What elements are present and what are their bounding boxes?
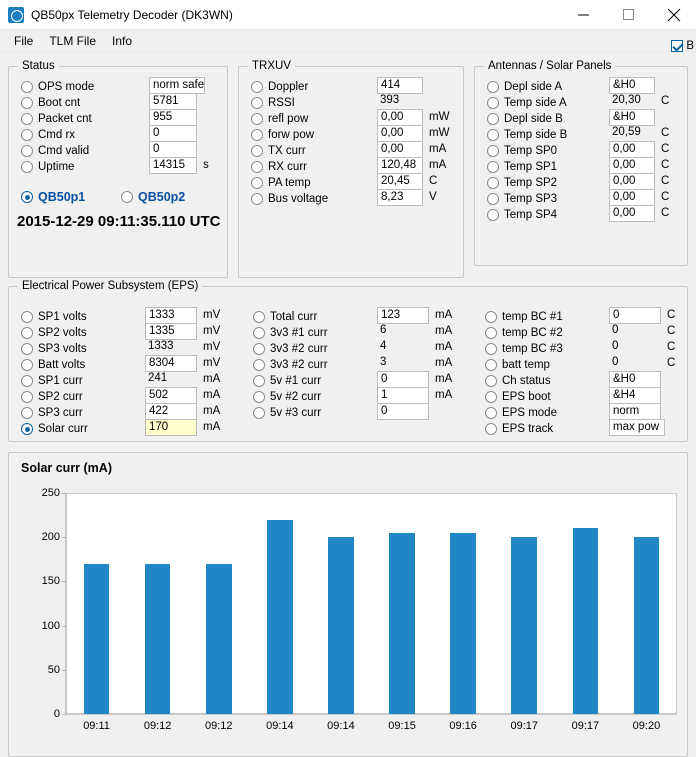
radio-indicator xyxy=(251,145,263,157)
field-sp3-volts[interactable]: 1333 xyxy=(148,340,174,352)
trxuv-legend: TRXUV xyxy=(248,60,295,72)
radio-label: Packet cnt xyxy=(38,113,92,125)
field-tx-curr[interactable]: 0,00 xyxy=(377,141,423,158)
satellite-icon xyxy=(8,7,24,23)
field-cmd-valid[interactable]: 0 xyxy=(149,141,197,158)
x-axis-tick-label: 09:14 xyxy=(266,720,294,732)
unit-sp1-volts: mV xyxy=(203,309,221,321)
chart-bar xyxy=(145,564,171,714)
field-packet-cnt[interactable]: 955 xyxy=(149,109,197,126)
radio-temp-sp1[interactable] xyxy=(487,159,557,175)
radio-label: Temp side A xyxy=(504,97,567,109)
radio-indicator xyxy=(21,359,33,371)
radio-temp-sp2[interactable] xyxy=(487,175,557,191)
radio-label: SP2 volts xyxy=(38,327,87,339)
radio-indicator xyxy=(251,81,263,93)
radio-label: RSSI xyxy=(268,97,295,109)
unit-forw-pow: mW xyxy=(429,127,450,139)
radio-label: QB50p1 xyxy=(38,190,86,204)
field-temp-sp1[interactable]: 0,00 xyxy=(609,157,655,174)
y-axis-tick xyxy=(62,493,66,494)
unit-sp1-curr: mA xyxy=(203,373,221,385)
unit-uptime: s xyxy=(203,159,209,171)
radio-label: EPS mode xyxy=(502,407,557,419)
trxuv-group xyxy=(238,60,464,278)
radio-label: EPS track xyxy=(502,423,554,435)
radio-temp-bc-2[interactable] xyxy=(485,325,563,341)
y-axis-tick xyxy=(62,714,66,715)
field-5v-3-curr[interactable]: 0 xyxy=(377,403,429,420)
radio-forw-pow[interactable] xyxy=(251,127,314,143)
unit-batt-temp: C xyxy=(667,357,676,369)
radio-indicator xyxy=(121,191,133,203)
radio-pa-temp[interactable] xyxy=(251,175,311,191)
radio-label: Temp SP1 xyxy=(504,161,558,173)
status-legend: Status xyxy=(18,60,59,72)
radio-temp-side-b[interactable] xyxy=(487,127,567,143)
radio-temp-sp4[interactable] xyxy=(487,207,557,223)
radio-indicator xyxy=(21,375,33,387)
bar-chart-plot xyxy=(41,487,677,732)
field-temp-sp3[interactable]: 0,00 xyxy=(609,189,655,206)
chart-bar xyxy=(511,537,537,714)
radio-indicator xyxy=(487,113,499,125)
radio-label: SP1 volts xyxy=(38,311,87,323)
x-axis-tick-label: 09:14 xyxy=(327,720,355,732)
radio-indicator xyxy=(485,359,497,371)
radio-rx-curr[interactable] xyxy=(251,159,307,175)
radio-batt-volts[interactable] xyxy=(21,357,85,373)
timestamp: 2015-12-29 09:11:35.110 UTC xyxy=(17,213,221,230)
radio-indicator xyxy=(485,391,497,403)
chart-bar xyxy=(84,564,110,714)
radio-indicator xyxy=(251,113,263,125)
unit-3v3-2-curr-a: mA xyxy=(435,341,453,353)
radio-indicator xyxy=(485,423,497,435)
radio-label: Temp side B xyxy=(504,129,568,141)
radio-label: batt temp xyxy=(502,359,550,371)
unit-tx-curr: mA xyxy=(429,143,447,155)
radio-qb50p1[interactable] xyxy=(21,189,85,205)
radio-sp1-volts[interactable] xyxy=(21,309,87,325)
radio-indicator xyxy=(485,375,497,387)
radio-depl-side-b[interactable] xyxy=(487,111,563,127)
y-axis-tick-label: 100 xyxy=(41,619,60,632)
field-3v3-2-curr-a[interactable]: 4 xyxy=(380,340,387,352)
unit-temp-bc-3: C xyxy=(667,341,676,353)
radio-indicator xyxy=(21,343,33,355)
radio-label: 5v #3 curr xyxy=(270,407,322,419)
radio-sp1-curr[interactable] xyxy=(21,373,83,389)
radio-label: SP1 curr xyxy=(38,375,83,387)
radio-depl-side-a[interactable] xyxy=(487,79,562,95)
radio-indicator xyxy=(251,193,263,205)
antennas-group xyxy=(474,60,688,266)
menu-item-info[interactable]: Info xyxy=(112,33,133,48)
field-total-curr[interactable]: 123 xyxy=(377,307,429,324)
unit-temp-sp1: C xyxy=(661,159,670,171)
radio-indicator xyxy=(21,129,33,141)
radio-indicator xyxy=(485,327,497,339)
radio-indicator xyxy=(251,161,263,173)
radio-refl-pow[interactable] xyxy=(251,111,308,127)
radio-ops-mode[interactable] xyxy=(21,79,94,95)
unit-total-curr: mA xyxy=(435,309,453,321)
x-axis-tick-label: 09:17 xyxy=(510,720,539,732)
menu-bar xyxy=(0,30,696,52)
radio-indicator xyxy=(253,311,265,323)
radio-total-curr[interactable] xyxy=(253,309,317,325)
radio-label: Temp SP3 xyxy=(504,193,558,205)
unit-temp-bc-2: C xyxy=(667,325,676,337)
radio-indicator xyxy=(253,391,265,403)
radio-indicator xyxy=(485,343,497,355)
field-ops-mode[interactable]: norm safe xyxy=(149,77,205,94)
radio-sp3-curr[interactable] xyxy=(21,405,83,421)
title-bar xyxy=(0,0,696,30)
radio-label: SP3 curr xyxy=(38,407,83,419)
radio-label: Doppler xyxy=(268,81,309,93)
field-solar-curr[interactable]: 170 xyxy=(145,419,197,436)
field-batt-temp[interactable]: 0 xyxy=(612,356,619,368)
radio-indicator xyxy=(251,97,263,109)
radio-sp2-curr[interactable] xyxy=(21,389,83,405)
field-depl-side-a[interactable]: &H0 xyxy=(609,77,655,94)
field-temp-bc-2[interactable]: 0 xyxy=(612,324,619,336)
y-axis-tick xyxy=(62,626,66,627)
radio-label: Ch status xyxy=(502,375,551,387)
field-temp-sp0[interactable]: 0,00 xyxy=(609,141,655,158)
radio-indicator xyxy=(21,81,33,93)
field-temp-side-b[interactable]: 20,59 xyxy=(612,126,641,138)
field-eps-mode[interactable]: norm xyxy=(609,403,661,420)
radio-3v3-2-curr-b[interactable] xyxy=(253,357,328,373)
field-uptime[interactable]: 14315 xyxy=(149,157,197,174)
field-temp-sp2[interactable]: 0,00 xyxy=(609,173,655,190)
radio-indicator xyxy=(21,327,33,339)
radio-indicator xyxy=(487,193,499,205)
radio-label: Uptime xyxy=(38,161,75,173)
unit-3v3-1-curr: mA xyxy=(435,325,453,337)
x-axis-tick-label: 09:11 xyxy=(83,720,110,732)
radio-3v3-2-curr-a[interactable] xyxy=(253,341,328,357)
field-sp1-volts[interactable]: 1333 xyxy=(145,307,197,324)
radio-indicator xyxy=(485,407,497,419)
x-axis-tick-label: 09:15 xyxy=(388,720,416,732)
unit-solar-curr: mA xyxy=(203,421,221,433)
radio-temp-bc-1[interactable] xyxy=(485,309,563,325)
radio-ch-status[interactable] xyxy=(485,373,551,389)
chart-bar xyxy=(634,537,660,714)
radio-indicator xyxy=(21,391,33,403)
radio-label: OPS mode xyxy=(38,81,95,93)
radio-indicator xyxy=(251,129,263,141)
menu-item-tlm-file[interactable]: TLM File xyxy=(49,33,97,48)
radio-indicator xyxy=(487,161,499,173)
radio-5v-3-curr[interactable] xyxy=(253,405,321,421)
radio-eps-mode[interactable] xyxy=(485,405,557,421)
radio-batt-temp[interactable] xyxy=(485,357,550,373)
radio-indicator xyxy=(253,407,265,419)
field-depl-side-b[interactable]: &H0 xyxy=(609,109,655,126)
radio-label: RX curr xyxy=(268,161,307,173)
field-bus-voltage[interactable]: 8,23 xyxy=(377,189,423,206)
radio-label: 5v #1 curr xyxy=(270,375,322,387)
field-temp-side-a[interactable]: 20,30 xyxy=(612,94,641,106)
field-3v3-2-curr-b[interactable]: 3 xyxy=(380,356,387,368)
radio-indicator xyxy=(21,191,33,203)
radio-3v3-1-curr[interactable] xyxy=(253,325,328,341)
field-forw-pow[interactable]: 0,00 xyxy=(377,125,423,142)
unit-pa-temp: C xyxy=(429,175,438,187)
unit-sp3-curr: mA xyxy=(203,405,221,417)
field-refl-pow[interactable]: 0,00 xyxy=(377,109,423,126)
field-eps-track[interactable]: max pow xyxy=(609,419,665,436)
radio-label: Boot cnt xyxy=(38,97,81,109)
radio-indicator xyxy=(487,97,499,109)
radio-label: SP3 volts xyxy=(38,343,87,355)
checkbox-icon[interactable] xyxy=(671,40,683,52)
radio-indicator xyxy=(487,81,499,93)
radio-label: EPS boot xyxy=(502,391,551,403)
radio-temp-sp0[interactable] xyxy=(487,143,557,159)
antennas-legend: Antennas / Solar Panels xyxy=(484,60,615,72)
field-batt-volts[interactable]: 8304 xyxy=(145,355,197,372)
x-axis-tick-label: 09:20 xyxy=(632,720,661,732)
radio-label: Temp SP0 xyxy=(504,145,558,157)
x-axis-tick-label: 09:16 xyxy=(449,720,477,732)
radio-indicator xyxy=(487,209,499,221)
radio-label: Depl side B xyxy=(504,113,563,125)
radio-uptime[interactable] xyxy=(21,159,74,175)
close-icon[interactable] xyxy=(651,0,696,30)
radio-label: TX curr xyxy=(268,145,306,157)
unit-5v-2-curr: mA xyxy=(435,389,453,401)
radio-packet-cnt[interactable] xyxy=(21,111,92,127)
radio-indicator xyxy=(253,359,265,371)
field-doppler[interactable]: 414 xyxy=(377,77,423,94)
unit-refl-pow: mW xyxy=(429,111,450,123)
radio-rssi[interactable] xyxy=(251,95,295,111)
radio-label: Solar curr xyxy=(38,423,88,435)
field-eps-boot[interactable]: &H4 xyxy=(609,387,661,404)
window-controls xyxy=(561,0,696,30)
radio-indicator xyxy=(21,145,33,157)
unit-temp-sp3: C xyxy=(661,191,670,203)
x-axis-tick-label: 09:17 xyxy=(571,720,600,732)
radio-boot-cnt[interactable] xyxy=(21,95,80,111)
radio-cmd-rx[interactable] xyxy=(21,127,75,143)
radio-label: refl pow xyxy=(268,113,309,125)
minimize-icon[interactable] xyxy=(561,0,606,30)
radio-sp3-volts[interactable] xyxy=(21,341,87,357)
radio-label: PA temp xyxy=(268,177,311,189)
field-rssi[interactable]: 393 xyxy=(380,94,400,106)
radio-label: forw pow xyxy=(268,129,315,141)
x-axis-tick-label: 09:12 xyxy=(204,720,233,732)
chart-panel xyxy=(8,452,688,757)
unit-temp-bc-1: C xyxy=(667,309,676,321)
radio-label: Temp SP4 xyxy=(504,209,558,221)
radio-temp-sp3[interactable] xyxy=(487,191,557,207)
radio-label: Depl side A xyxy=(504,81,563,93)
radio-label: Bus voltage xyxy=(268,193,329,205)
radio-indicator xyxy=(21,407,33,419)
unit-sp3-volts: mV xyxy=(203,341,221,353)
field-sp3-curr[interactable]: 422 xyxy=(145,403,197,420)
radio-label: Batt volts xyxy=(38,359,86,371)
field-boot-cnt[interactable]: 5781 xyxy=(149,93,197,110)
radio-solar-curr[interactable] xyxy=(21,421,88,437)
unit-sp2-volts: mV xyxy=(203,325,221,337)
unit-rx-curr: mA xyxy=(429,159,447,171)
radio-temp-bc-3[interactable] xyxy=(485,341,563,357)
chart-bar xyxy=(206,564,232,714)
radio-label: temp BC #3 xyxy=(502,343,563,355)
field-temp-bc-1[interactable]: 0 xyxy=(609,307,661,324)
radio-tx-curr[interactable] xyxy=(251,143,306,159)
unit-batt-volts: mV xyxy=(203,357,221,369)
radio-indicator xyxy=(487,177,499,189)
unit-5v-1-curr: mA xyxy=(435,373,453,385)
radio-indicator xyxy=(21,161,33,173)
eps-group xyxy=(8,280,688,442)
radio-indicator xyxy=(253,343,265,355)
radio-indicator xyxy=(485,311,497,323)
radio-label: SP2 curr xyxy=(38,391,83,403)
radio-label: 3v3 #1 curr xyxy=(270,327,328,339)
unit-temp-side-b: C xyxy=(661,127,670,139)
window-title: QB50px Telemetry Decoder (DK3WN) xyxy=(31,7,233,22)
menu-item-file[interactable]: File xyxy=(14,33,34,48)
y-axis-tick-label: 200 xyxy=(41,531,60,544)
chart-bar xyxy=(450,533,476,714)
unit-temp-side-a: C xyxy=(661,95,670,107)
field-pa-temp[interactable]: 20,45 xyxy=(377,173,423,190)
field-rx-curr[interactable]: 120,48 xyxy=(377,157,423,174)
unit-bus-voltage: V xyxy=(429,191,437,203)
radio-label: temp BC #2 xyxy=(502,327,563,339)
radio-label: 3v3 #2 curr xyxy=(270,343,328,355)
unit-temp-sp4: C xyxy=(661,207,670,219)
chart-bar xyxy=(573,528,599,714)
y-axis-tick xyxy=(62,537,66,538)
field-sp2-curr[interactable]: 502 xyxy=(145,387,197,404)
bottom-toggle[interactable] xyxy=(671,40,694,52)
radio-label: QB50p2 xyxy=(138,190,186,204)
radio-eps-boot[interactable] xyxy=(485,389,551,405)
radio-sp2-volts[interactable] xyxy=(21,325,87,341)
radio-indicator xyxy=(487,129,499,141)
chart-bar xyxy=(389,533,415,714)
field-ch-status[interactable]: &H0 xyxy=(609,371,661,388)
radio-label: Total curr xyxy=(270,311,318,323)
radio-label: Cmd valid xyxy=(38,145,90,157)
radio-indicator xyxy=(21,113,33,125)
radio-indicator xyxy=(21,97,33,109)
chart-title: Solar curr (mA) xyxy=(21,461,112,475)
radio-qb50p2[interactable] xyxy=(121,189,185,205)
radio-indicator xyxy=(21,423,33,435)
maximize-icon[interactable] xyxy=(606,0,651,30)
status-group xyxy=(8,60,228,278)
y-axis-tick xyxy=(62,581,66,582)
field-sp2-volts[interactable]: 1335 xyxy=(145,323,197,340)
radio-5v-1-curr[interactable] xyxy=(253,373,321,389)
radio-label: temp BC #1 xyxy=(502,311,563,323)
radio-label: Temp SP2 xyxy=(504,177,558,189)
radio-doppler[interactable] xyxy=(251,79,308,95)
radio-label: 3v3 #2 curr xyxy=(270,359,328,371)
unit-sp2-curr: mA xyxy=(203,389,221,401)
radio-indicator xyxy=(251,177,263,189)
field-cmd-rx[interactable]: 0 xyxy=(149,125,197,142)
field-temp-sp4[interactable]: 0,00 xyxy=(609,205,655,222)
radio-indicator xyxy=(253,327,265,339)
y-axis-tick-label: 250 xyxy=(41,487,60,499)
radio-indicator xyxy=(487,145,499,157)
radio-bus-voltage[interactable] xyxy=(251,191,328,207)
field-3v3-1-curr[interactable]: 6 xyxy=(380,324,387,336)
unit-temp-sp2: C xyxy=(661,175,670,187)
radio-label: 5v #2 curr xyxy=(270,391,322,403)
eps-legend: Electrical Power Subsystem (EPS) xyxy=(18,280,202,292)
radio-eps-track[interactable] xyxy=(485,421,553,437)
radio-cmd-valid[interactable] xyxy=(21,143,89,159)
field-sp1-curr[interactable]: 241 xyxy=(148,372,168,384)
y-axis-tick-label: 50 xyxy=(47,663,60,676)
field-temp-bc-3[interactable]: 0 xyxy=(612,340,619,352)
chart-bar xyxy=(328,537,354,714)
radio-indicator xyxy=(253,375,265,387)
y-axis-tick xyxy=(62,670,66,671)
x-axis-tick-label: 09:12 xyxy=(143,720,172,732)
chart-bar xyxy=(267,520,293,714)
checkbox-label: B xyxy=(686,40,694,52)
y-axis-tick-label: 0 xyxy=(53,708,60,720)
radio-temp-side-a[interactable] xyxy=(487,95,567,111)
radio-5v-2-curr[interactable] xyxy=(253,389,321,405)
radio-label: Cmd rx xyxy=(38,129,76,141)
field-5v-1-curr[interactable]: 0 xyxy=(377,371,429,388)
y-axis-tick-label: 150 xyxy=(41,575,60,588)
unit-3v3-2-curr-b: mA xyxy=(435,357,453,369)
unit-temp-sp0: C xyxy=(661,143,670,155)
field-5v-2-curr[interactable]: 1 xyxy=(377,387,429,404)
radio-indicator xyxy=(21,311,33,323)
